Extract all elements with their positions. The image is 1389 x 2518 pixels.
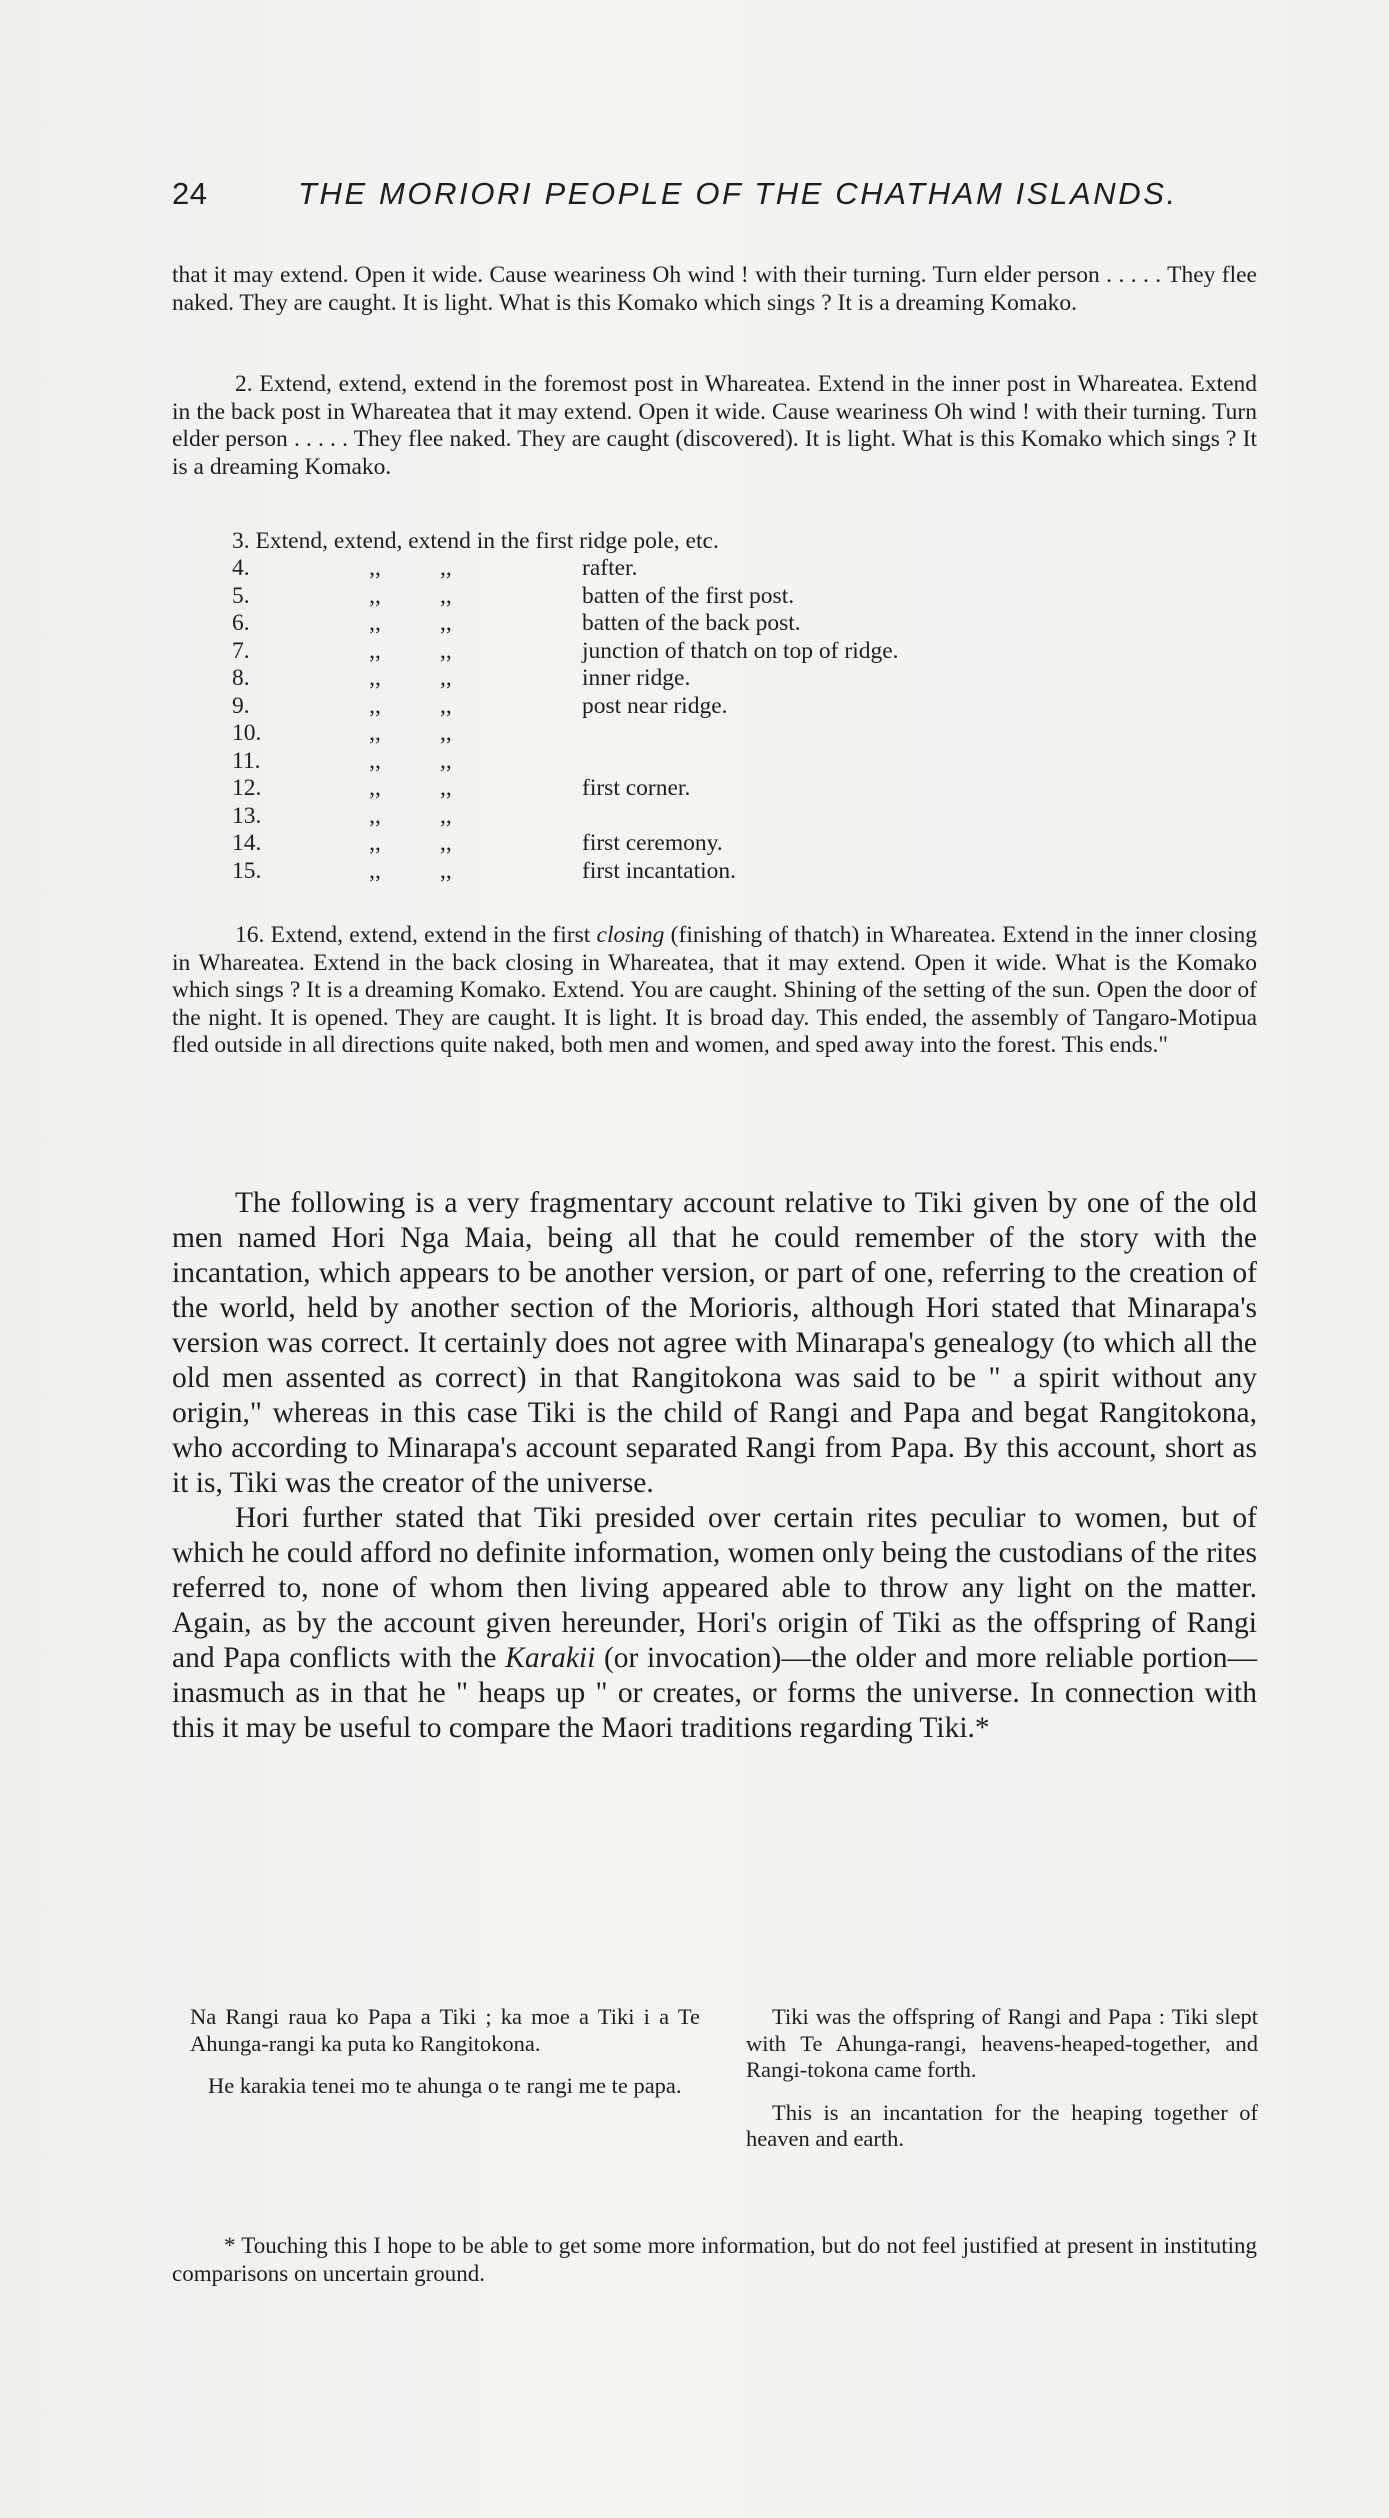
moriori-text-1: Na Rangi raua ko Papa a Tiki ; ka moe a Tiki i a Te Ahunga-rangi ka puta ko Rangitokona. — [190, 2004, 700, 2056]
list-text — [582, 720, 899, 748]
moriori-text-2: He karakia tenei mo te ahunga o te rangi me te papa. — [208, 2073, 682, 2098]
list-text — [582, 748, 899, 776]
ditto-mark: ,, — [369, 830, 381, 856]
list-text: first incantation. — [582, 857, 737, 884]
ditto-mark: ,, — [440, 665, 452, 691]
ditto-mark: ,, — [369, 857, 381, 884]
incantation-list — [232, 555, 899, 885]
list-number: 12. — [232, 775, 262, 801]
list-text: junction of thatch on top of ridge. — [582, 637, 899, 664]
translation-text-2: This is an incantation for the heaping together of heaven and earth. — [746, 2099, 1258, 2151]
ditto-mark: ,, — [440, 582, 452, 609]
list-text: rafter. — [582, 555, 638, 581]
list-text: batten of the first post. — [582, 582, 795, 609]
list-number: 13. — [232, 802, 262, 829]
incantation-list-row — [232, 638, 899, 666]
page-number: 24 — [172, 176, 208, 211]
list-text: first ceremony. — [582, 830, 723, 856]
incantation-list-row — [232, 830, 899, 858]
ditto-mark: ,, — [369, 582, 381, 609]
list-text: first corner. — [582, 775, 691, 801]
incantation-verse-3 — [232, 528, 1132, 556]
verse-16-text-a: 16. Extend, extend, extend in the first — [235, 922, 597, 948]
incantation-list-row — [232, 610, 899, 638]
incantation-continuation — [172, 262, 1257, 317]
ditto-mark: ,, — [369, 692, 381, 719]
para2-karakii-italic: Karakii — [505, 1642, 596, 1674]
ditto-mark: ,, — [440, 775, 452, 801]
list-number: 4. — [232, 555, 250, 581]
page-header — [172, 176, 1262, 220]
incantation-list-row — [232, 720, 899, 748]
incantation-para-2: 2. Extend, extend, extend in the foremost post in Whareatea. Extend in the inner post in Whareatea. Extend in the back post in Whareatea that it may extend. Open it wide. Cause weariness Oh wind ! with their turning. Turn elder person . . . . . They flee naked. They are caught (discovered). It is light. What is this Komako which sings ? It is a dreaming Komako. — [172, 371, 1257, 480]
list-number: 9. — [232, 692, 250, 719]
list-number: 10. — [232, 720, 262, 746]
ditto-mark: ,, — [440, 830, 452, 856]
list-number: 8. — [232, 665, 250, 691]
list-number: 7. — [232, 637, 250, 664]
para2-text-b: (or invocation)—the older and more reliable portion—inasmuch as in that he " heaps up " or creates, or forms the universe. In connection with this it may be useful to compare the Maori traditions regarding Tiki.* — [172, 1642, 1257, 1744]
incantation-para-1: that it may extend. Open it wide. Cause weariness Oh wind ! with their turning. Turn elder person . . . . . They flee naked. They are caught. It is light. What is this Komako which sings ? It is a dreaming Komako. — [172, 262, 1257, 316]
incantation-list-row — [232, 775, 899, 803]
body-paragraph-tiki-account: The following is a very fragmentary account relative to Tiki given by one of the old men named Hori Nga Maia, being all that he could remember of the story with the incantation, which appears to be another version, or part of one, referring to the creation of the world, held by another section of the Morioris, although Hori stated that Minarapa's version was correct. It certainly does not agree with Minarapa's genealogy (to which all the old men assented as correct) in that Rangitokona was said to be " a spirit without any origin," whereas in this case Tiki is the child of Rangi and Papa and begat Rangitokona, who according to Minarapa's account separated Rangi from Papa. By this account, short as it is, Tiki was the creator of the universe. — [172, 1187, 1257, 1499]
list-number: 5. — [232, 582, 250, 609]
para2-text-a: Hori further stated that Tiki presided over certain rites peculiar to women, but of which he could afford no definite information, women only being the custodians of the rites referred to, none of whom then living appeared able to throw any light on the matter. Again, as by the account given hereunder, Hori's origin of Tiki as the offspring of Rangi and Papa conflicts with the — [172, 1502, 1257, 1674]
incantation-list-row — [232, 665, 899, 693]
incantation-list-row — [232, 583, 899, 611]
list-text: inner ridge. — [582, 665, 691, 691]
translation-text-1: Tiki was the offspring of Rangi and Papa : Tiki slept with Te Ahunga-rangi, heavens-heaped-together, and Rangi-tokona came forth. — [746, 2004, 1258, 2082]
ditto-mark: ,, — [369, 555, 381, 581]
incantation-list-row — [232, 748, 899, 776]
list-number: 14. — [232, 830, 262, 856]
list-text: post near ridge. — [582, 692, 728, 719]
ditto-mark: ,, — [369, 665, 381, 691]
list-text: batten of the back post. — [582, 610, 801, 636]
ditto-mark: ,, — [440, 720, 452, 746]
ditto-mark: ,, — [440, 857, 452, 884]
incantation-para-16 — [172, 922, 1257, 1060]
ditto-mark: ,, — [369, 637, 381, 664]
parallel-left-column — [190, 2004, 700, 2116]
incantation-list-row — [232, 858, 899, 886]
verse-16-text-b: (finishing of thatch) in Whareatea. Extend in the inner closing in Whareatea. Extend in the back closing in Whareatea, that it may extend. Open it wide. What is the Komako which sings ? It is a dreaming Komako. Extend. You are caught. Shining of the setting of the sun. Open the door of the night. It is opened. They are caught. It is light. It is broad day. This ended, the assembly of Tangaro-Motipua fled outside in all directions quite naked, both men and women, and sped away into the forest. This ends." — [172, 922, 1258, 1058]
list-number: 11. — [232, 747, 261, 774]
incantation-list-row — [232, 803, 899, 831]
ditto-mark: ,, — [440, 692, 452, 719]
main-text — [172, 1186, 1257, 1746]
ditto-mark: ,, — [369, 802, 381, 829]
list-number: 6. — [232, 610, 250, 636]
ditto-mark: ,, — [369, 720, 381, 746]
incantation-verse-2 — [172, 371, 1257, 481]
list-number: 15. — [232, 857, 262, 884]
incantation-verse-16 — [172, 922, 1257, 1060]
parallel-right-column — [746, 2004, 1258, 2169]
ditto-mark: ,, — [369, 747, 381, 774]
ditto-mark: ,, — [440, 747, 452, 774]
footnote-text: * Touching this I hope to be able to get some more information, but do not feel justified at present in instituting comparisons on uncertain ground. — [172, 2233, 1257, 2286]
ditto-mark: ,, — [369, 610, 381, 636]
list-text — [582, 803, 899, 831]
incantation-list-row — [232, 555, 899, 583]
ditto-mark: ,, — [440, 802, 452, 829]
body-paragraph-hori-rites — [172, 1501, 1257, 1746]
running-title: THE MORIORI PEOPLE OF THE CHATHAM ISLANDS. — [298, 176, 1178, 211]
ditto-mark: ,, — [440, 610, 452, 636]
ditto-mark: ,, — [440, 555, 452, 581]
footnote — [172, 2232, 1257, 2287]
incantation-para-3: 3. Extend, extend, extend in the first ridge pole, etc. — [232, 528, 719, 554]
verse-16-closing-italic: closing — [596, 922, 665, 948]
incantation-list-row — [232, 693, 899, 721]
ditto-mark: ,, — [369, 775, 381, 801]
ditto-mark: ,, — [440, 637, 452, 664]
